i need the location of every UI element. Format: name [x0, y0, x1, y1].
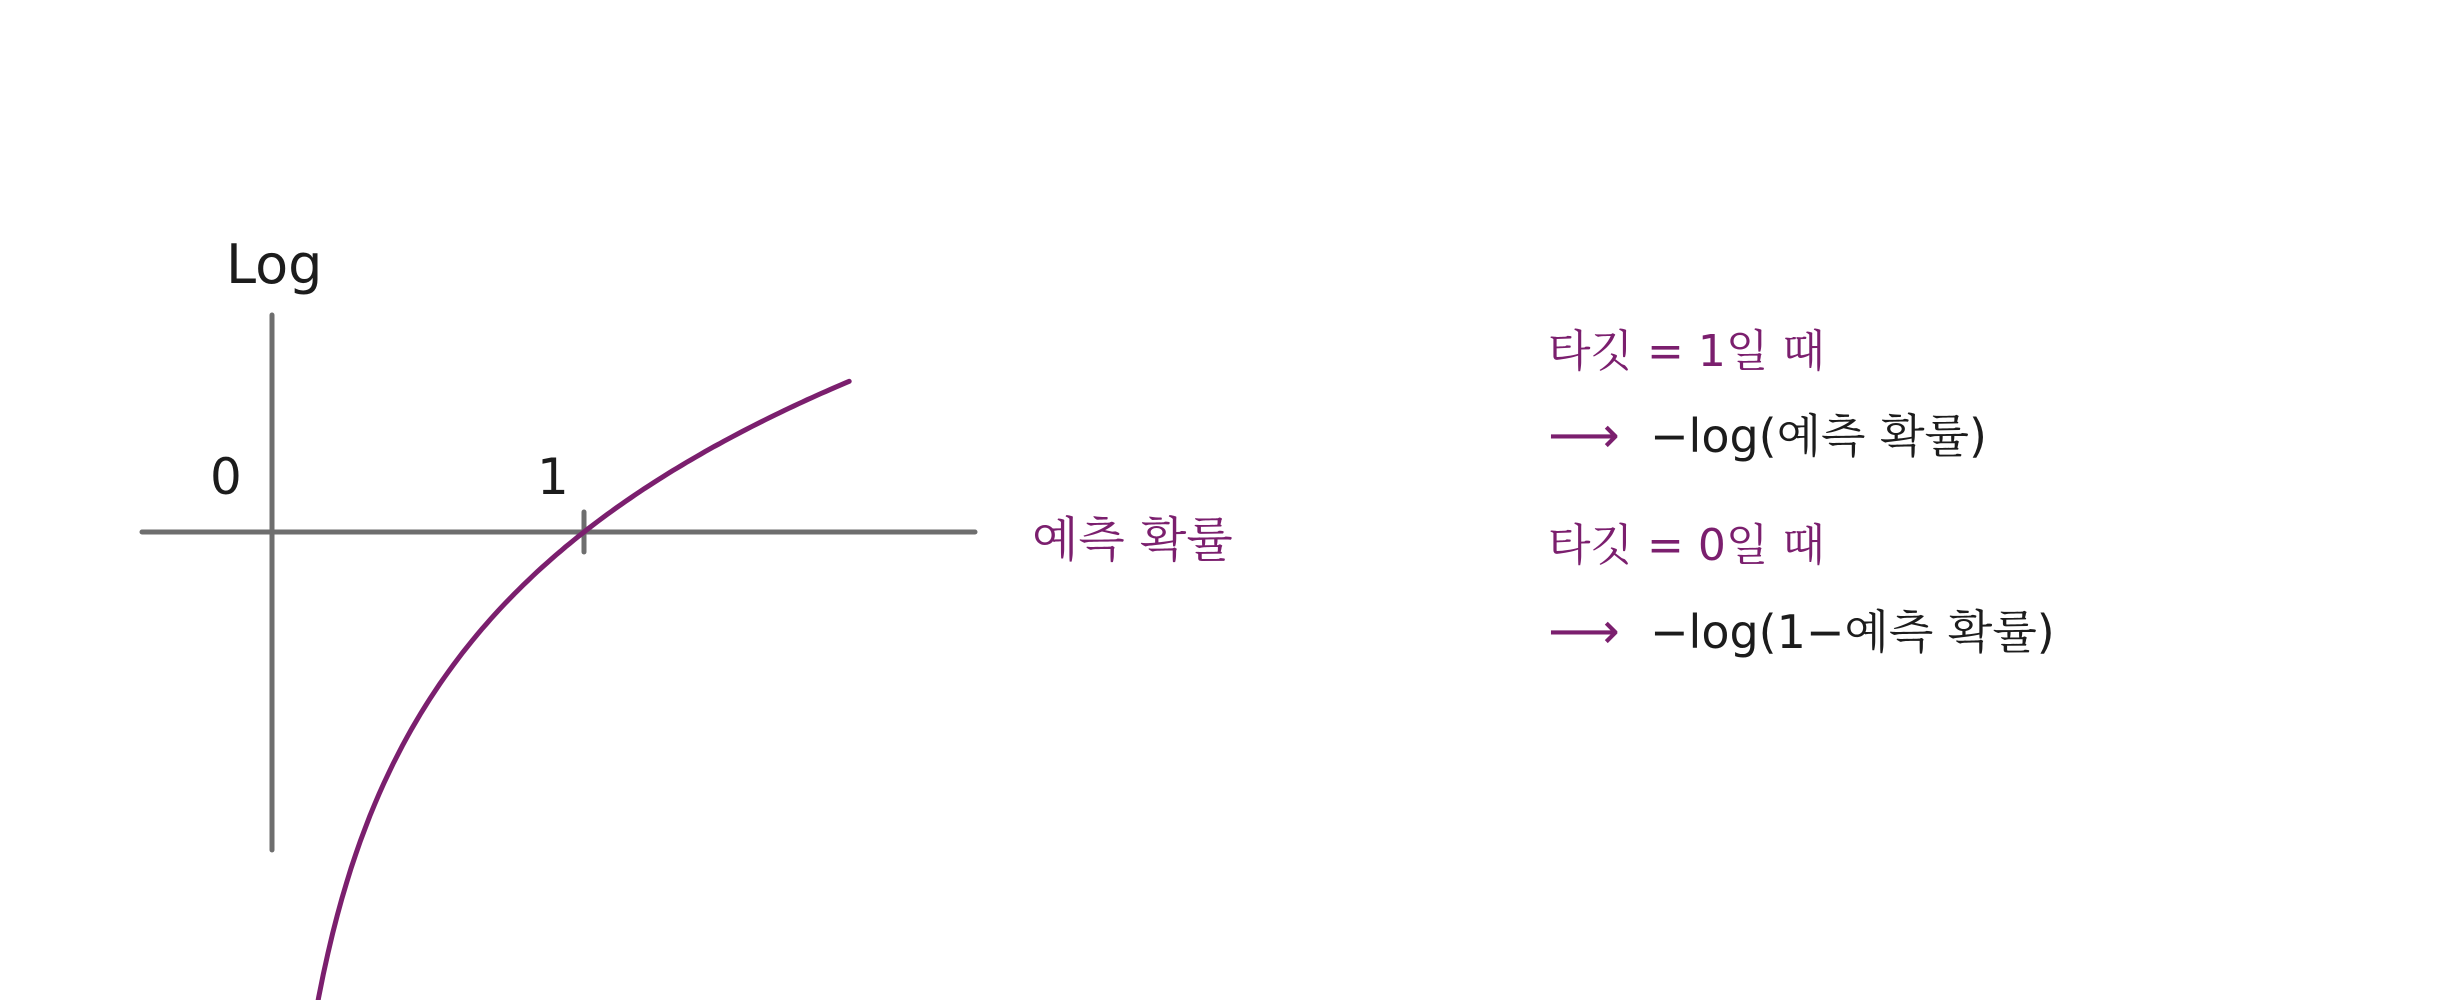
origin-label: 0	[210, 448, 242, 506]
x-axis-label: 예측 확률	[1032, 512, 1233, 568]
note-2-formula: −log(1−예측 확률)	[1650, 605, 2055, 659]
note-1-condition: 타깃 = 1일 때	[1548, 326, 1825, 377]
y-axis-label: Log	[226, 233, 323, 296]
note-1-formula: −log(예측 확률)	[1650, 409, 1987, 463]
tick-label-1: 1	[537, 448, 569, 506]
log-curve	[291, 381, 850, 1000]
note-2-condition: 타깃 = 0일 때	[1548, 520, 1825, 571]
note-1-arrow: ⟶	[1548, 406, 1620, 464]
note-2-arrow: ⟶	[1548, 602, 1620, 660]
